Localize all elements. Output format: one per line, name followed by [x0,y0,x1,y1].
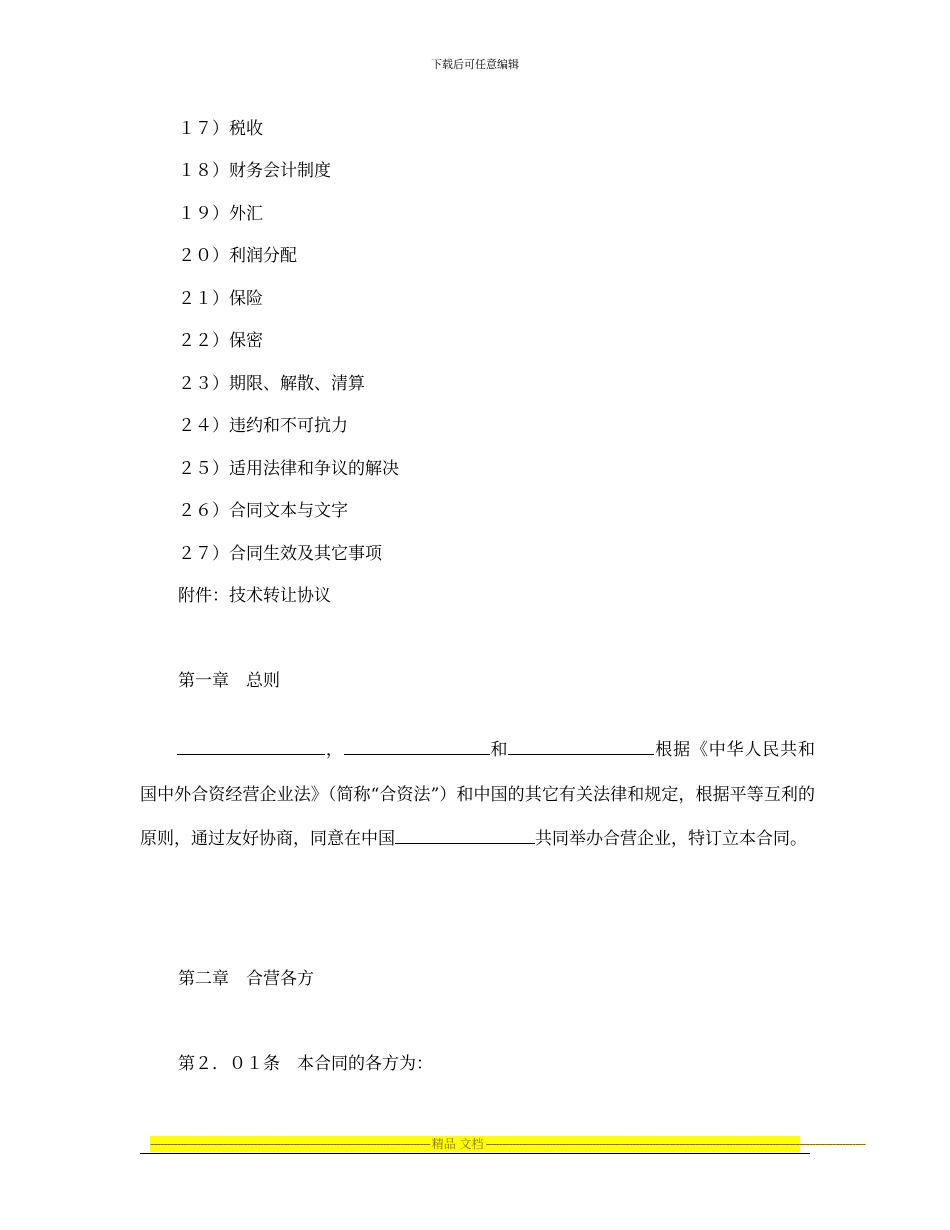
chapter-1-title: 第一章 总则 [178,671,280,691]
footer-rule [140,1153,810,1154]
toc-item: ２３）期限、解散、清算 [178,374,365,394]
toc-item: ２６）合同文本与文字 [178,501,348,521]
toc-item: ２２）保密 [178,331,263,351]
location-blank[interactable] [395,829,535,844]
footer-label: 精品 文档 [431,1137,484,1151]
party-c-blank[interactable] [508,740,654,755]
preamble-separator: ， [325,740,344,760]
footer-dashes-right: ------------------------------------------------------------------------------------------------------------------ [485,1137,866,1151]
toc-item: ２０）利润分配 [178,246,297,266]
preamble-text-end: 共同举办合营企业，特订立本合同。 [535,829,807,850]
article-2-01: 第２．０１条 本合同的各方为： [178,1054,433,1074]
toc-item: １８）财务会计制度 [178,161,331,181]
toc-item: ２５）适用法律和争议的解决 [178,459,399,479]
chapter-2-title: 第二章 合营各方 [178,969,314,989]
toc-item: ２１）保险 [178,289,263,309]
footer-banner [150,1136,866,1152]
preamble-and: 和 [489,740,509,760]
footer-dashes-left: ------------------------------------------------------------------------------------ [150,1137,430,1151]
preamble-text: 根据《中华人民共和国中外合资经营企业法》（简称“合资法”）和中国的其它有关法律和规定，根据平等互利的原则，通过友好协商，同意在中国 [140,740,816,850]
party-b-blank[interactable] [344,740,490,755]
toc-item: ２７）合同生效及其它事项 [178,544,382,564]
toc-item: １７）税收 [178,119,263,139]
toc-item: ２４）违约和不可抗力 [178,416,348,436]
page-header: 下载后可任意编辑 [431,58,519,71]
attachment-item: 附件：技术转让协议 [178,586,331,606]
toc-item: １９）外汇 [178,204,263,224]
preamble-paragraph [140,728,815,862]
party-a-blank[interactable] [177,740,325,755]
